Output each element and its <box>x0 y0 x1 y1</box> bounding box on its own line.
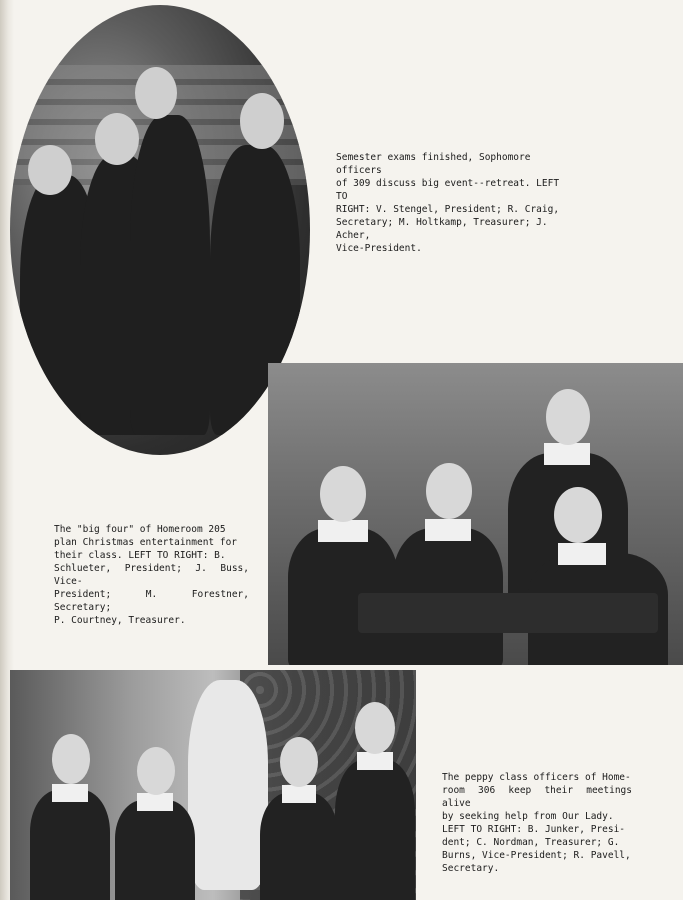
homeroom-205-photo <box>268 363 683 665</box>
student-face <box>28 145 72 195</box>
homeroom-306-photo <box>10 670 416 900</box>
student-figure <box>130 115 210 435</box>
meeting-table <box>358 593 658 633</box>
student-face <box>95 113 139 165</box>
our-lady-statue <box>188 680 268 890</box>
student-face <box>135 67 177 119</box>
student-face <box>240 93 284 149</box>
homeroom-205-caption: The "big four" of Homeroom 205 plan Christmas entertainment for their class. LEFT TO RIGHT: B. Schlueter, President; J. Buss, Vice- President; M. Forestner, Secretary; P. Courtney, Treasurer. <box>54 524 249 626</box>
homeroom-306-caption: The peppy class officers of Home- room 306 keep their meetings alive by seeking help from Our Lady. LEFT TO RIGHT: B. Junker, Presi- dent; C. Nordman, Treasurer; G. Burns, Vice-President; R. Pavell, Secretary. <box>442 772 632 874</box>
sophomore-officers-photo <box>10 5 310 455</box>
sophomore-officers-caption: Semester exams finished, Sophomore officers of 309 discuss big event--retreat. LEFT TO RIGHT: V. Stengel, President; R. Craig, Secretary; M. Holtkamp, Treasurer; J. Acher, Vice-President. <box>336 152 560 254</box>
